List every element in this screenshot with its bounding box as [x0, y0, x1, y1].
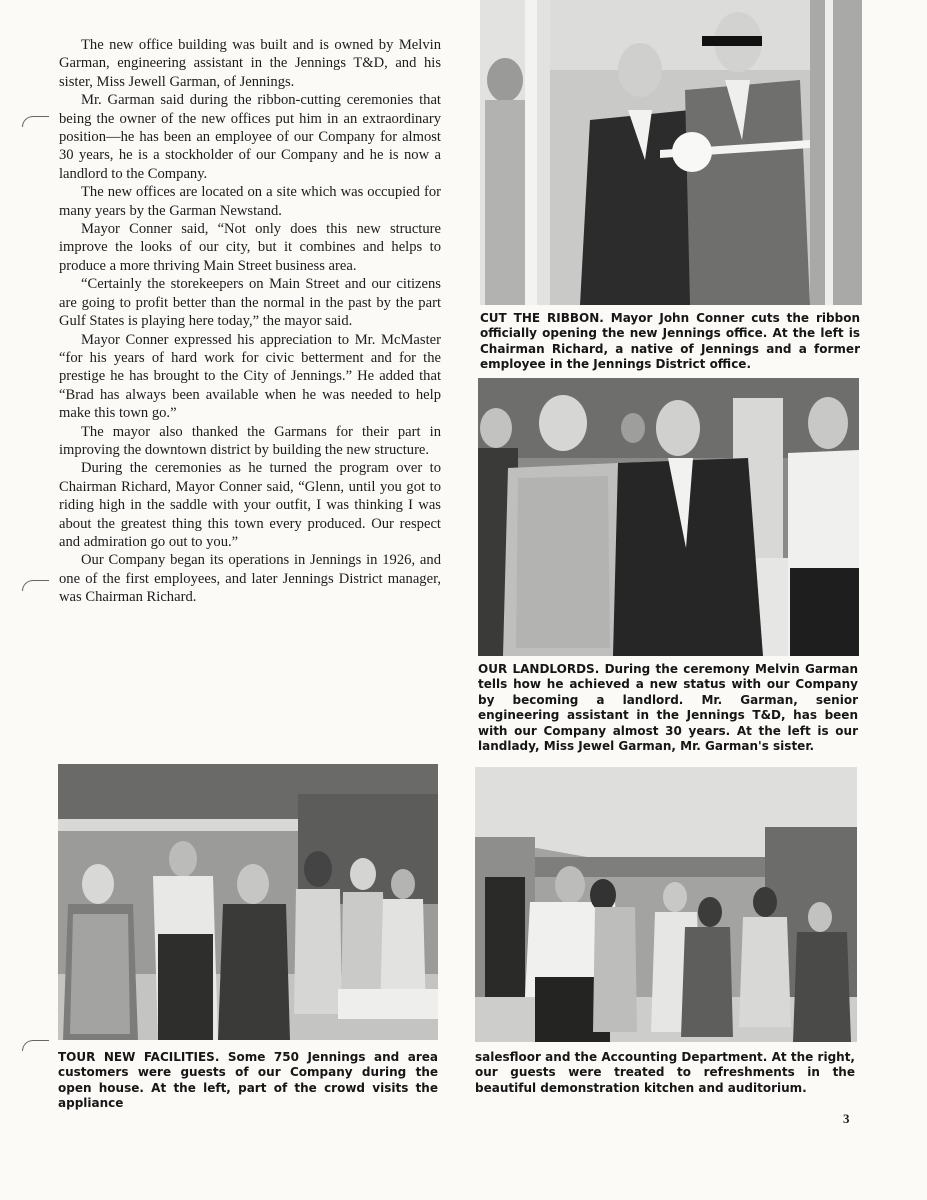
article-body: [59, 36, 441, 607]
kitchen-auditorium-photo: [475, 767, 857, 1042]
paragraph: Our Company began its operations in Jennings in 1926, and one of the first employees, and later Jennings District manager, was Chairman Richard.: [59, 552, 441, 606]
paragraph: “Certainly the storekeepers on Main Street and our citizens are going to profit better than the normal in the past by the part Gulf States is playing here today,” the mayor said.: [59, 276, 441, 330]
appliance-crowd-photo: [58, 764, 438, 1040]
margin-mark: [22, 580, 49, 591]
caption-head: OUR LANDLORDS.: [478, 662, 600, 676]
caption-text: Some 750 Jennings and area customers were guests of our Company during the open house. At the left, part of the crowd visits the appliance: [58, 1050, 438, 1111]
paragraph: Mr. Garman said during the ribbon-cutting ceremonies that being the owner of the new offices put him in an extraordinary position—he has been an employee of our Company for almost 30 years, he is a stockholder of our Company and he is now a landlord to the Company.: [59, 92, 441, 182]
page-number: 3: [843, 1111, 850, 1126]
paragraph: The new office building was built and is owned by Melvin Garman, engineering assistant in the Jennings T&D, and his sister, Miss Jewell Garman, of Jennings.: [59, 37, 441, 90]
paragraph: Mayor Conner said, “Not only does this new structure improve the looks of our city, but it combines and helps to produce a more thriving Main Street business area.: [59, 221, 441, 274]
landlords-photo: [478, 378, 859, 656]
tour-caption-continued: [475, 1050, 855, 1096]
ribbon-cutting-photo: [480, 0, 862, 305]
ribbon-caption: [480, 311, 860, 373]
caption-text: salesfloor and the Accounting Department. At the right, our guests were treated to refreshments in the beautiful demonstration kitchen and auditorium.: [475, 1050, 855, 1095]
caption-text: Mayor John Conner cuts the ribbon officially opening the new Jennings office. At the left is Chairman Richard, a native of Jennings and a former employee in the Jennings District office.: [480, 311, 860, 372]
landlords-caption: [478, 662, 858, 754]
margin-mark: [22, 1040, 49, 1051]
margin-mark: [22, 116, 49, 127]
caption-head: TOUR NEW FACILITIES.: [58, 1050, 220, 1064]
paragraph: Mayor Conner expressed his appreciation to Mr. McMaster “for his years of hard work for civic betterment and for the prestige he has brought to the City of Jennings.” He added that “Brad has always been available when he was needed to help make this town go.”: [59, 331, 441, 422]
paragraph: During the ceremonies as he turned the program over to Chairman Richard, Mayor Conner said, “Glenn, until you got to riding high in the saddle with your outfit, I was thinking I was about the greatest thing this town every produced. Our respect and admiration go out to you.”: [59, 460, 441, 550]
paragraph: The new offices are located on a site which was occupied for many years by the Garman Newstand.: [59, 184, 441, 219]
caption-text: During the ceremony Melvin Garman tells how he achieved a new status with our Company by becoming a landlord. Mr. Garman, senior engineering assistant in the Jennings T&D, has been with our Company almost 30 years. At the left is our landlady, Miss Jewel Garman, Mr. Garman's sister.: [478, 662, 858, 754]
tour-caption: [58, 1050, 438, 1112]
caption-head: CUT THE RIBBON.: [480, 311, 604, 325]
paragraph: The mayor also thanked the Garmans for their part in improving the downtown district by building the new structure.: [59, 423, 441, 458]
